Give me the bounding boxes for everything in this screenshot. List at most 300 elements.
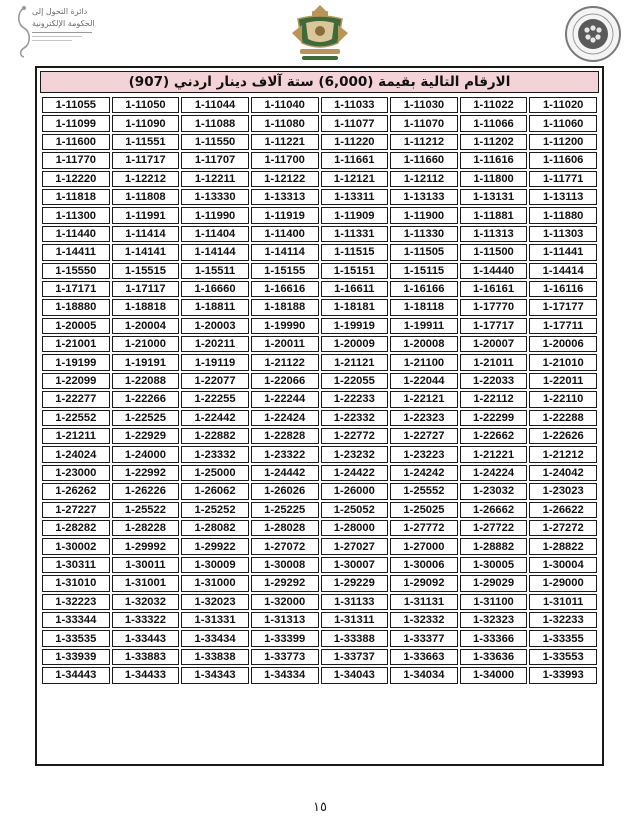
number-cell: 1-11606 <box>529 152 597 168</box>
number-cell: 1-11070 <box>390 115 458 131</box>
table-row <box>42 318 597 334</box>
table-row <box>42 226 597 242</box>
number-cell: 1-20211 <box>181 336 249 352</box>
number-cell: 1-22929 <box>112 428 180 444</box>
number-cell: 1-22277 <box>42 391 110 407</box>
number-cell: 1-33883 <box>112 649 180 665</box>
number-cell: 1-16660 <box>181 281 249 297</box>
number-cell: 1-11440 <box>42 226 110 242</box>
number-cell: 1-11707 <box>181 152 249 168</box>
number-cell: 1-15511 <box>181 263 249 279</box>
number-cell: 1-31010 <box>42 575 110 591</box>
number-cell: 1-33355 <box>529 630 597 646</box>
number-cell: 1-32000 <box>251 594 319 610</box>
number-cell: 1-12212 <box>112 171 180 187</box>
number-cell: 1-33366 <box>460 630 528 646</box>
table-row <box>42 263 597 279</box>
number-cell: 1-16616 <box>251 281 319 297</box>
number-cell: 1-11212 <box>390 134 458 150</box>
number-cell: 1-32223 <box>42 594 110 610</box>
table-row <box>42 502 597 518</box>
number-cell: 1-28822 <box>529 538 597 554</box>
table-row <box>42 446 597 462</box>
number-cell: 1-11660 <box>390 152 458 168</box>
number-cell: 1-11515 <box>321 244 389 260</box>
table-title-text: الارقام التالية بقيمة (6,000) ستة آلاف دينار اردني (907) <box>128 74 511 90</box>
number-cell: 1-25000 <box>181 465 249 481</box>
number-cell: 1-34043 <box>321 667 389 683</box>
number-cell: 1-11303 <box>529 226 597 242</box>
number-cell: 1-24042 <box>529 465 597 481</box>
number-cell: 1-34443 <box>42 667 110 683</box>
number-cell: 1-22044 <box>390 373 458 389</box>
number-cell: 1-33636 <box>460 649 528 665</box>
number-cell: 1-11991 <box>112 207 180 223</box>
number-cell: 1-11414 <box>112 226 180 242</box>
number-cell: 1-21122 <box>251 354 319 370</box>
number-cell: 1-21100 <box>390 354 458 370</box>
table-row <box>42 649 597 665</box>
number-cell: 1-13133 <box>390 189 458 205</box>
number-cell: 1-29229 <box>321 575 389 591</box>
number-cell: 1-11220 <box>321 134 389 150</box>
number-cell: 1-26062 <box>181 483 249 499</box>
number-cell: 1-22110 <box>529 391 597 407</box>
number-cell: 1-12220 <box>42 171 110 187</box>
number-cell: 1-22255 <box>181 391 249 407</box>
number-cell: 1-19119 <box>181 354 249 370</box>
number-cell: 1-14141 <box>112 244 180 260</box>
number-cell: 1-33344 <box>42 612 110 628</box>
number-cell: 1-11441 <box>529 244 597 260</box>
number-cell: 1-26226 <box>112 483 180 499</box>
table-row <box>42 189 597 205</box>
number-cell: 1-30009 <box>181 557 249 573</box>
number-cell: 1-30011 <box>112 557 180 573</box>
number-cell: 1-33939 <box>42 649 110 665</box>
table-row <box>42 410 597 426</box>
number-cell: 1-24442 <box>251 465 319 481</box>
number-cell: 1-11040 <box>251 97 319 113</box>
number-cell: 1-11400 <box>251 226 319 242</box>
table-title <box>40 71 599 93</box>
number-cell: 1-33434 <box>181 630 249 646</box>
number-cell: 1-11200 <box>529 134 597 150</box>
number-cell: 1-32332 <box>390 612 458 628</box>
egov-logo-line-2: الحكومة الإلكترونية <box>32 19 95 28</box>
number-cell: 1-33322 <box>112 612 180 628</box>
number-cell: 1-22055 <box>321 373 389 389</box>
number-cell: 1-22077 <box>181 373 249 389</box>
number-cell: 1-27027 <box>321 538 389 554</box>
number-cell: 1-29922 <box>181 538 249 554</box>
number-cell: 1-18118 <box>390 299 458 315</box>
number-cell: 1-26662 <box>460 502 528 518</box>
number-cell: 1-11050 <box>112 97 180 113</box>
number-cell: 1-22992 <box>112 465 180 481</box>
number-cell: 1-30004 <box>529 557 597 573</box>
number-cell: 1-11550 <box>181 134 249 150</box>
number-cell: 1-22442 <box>181 410 249 426</box>
ministry-seal-icon <box>562 4 624 64</box>
number-cell: 1-11030 <box>390 97 458 113</box>
number-cell: 1-15151 <box>321 263 389 279</box>
egov-logo-icon <box>14 4 98 62</box>
table-row <box>42 299 597 315</box>
number-cell: 1-11717 <box>112 152 180 168</box>
number-cell: 1-17717 <box>460 318 528 334</box>
number-cell: 1-18811 <box>181 299 249 315</box>
number-cell: 1-30005 <box>460 557 528 573</box>
page-number: ١٥ <box>313 800 327 815</box>
number-cell: 1-22088 <box>112 373 180 389</box>
number-cell: 1-25025 <box>390 502 458 518</box>
table-row <box>42 667 597 683</box>
number-cell: 1-31131 <box>390 594 458 610</box>
number-cell: 1-17117 <box>112 281 180 297</box>
number-cell: 1-32233 <box>529 612 597 628</box>
number-cell: 1-34334 <box>251 667 319 683</box>
number-cell: 1-28228 <box>112 520 180 536</box>
number-cell: 1-21010 <box>529 354 597 370</box>
number-cell: 1-27227 <box>42 502 110 518</box>
table-row <box>42 171 597 187</box>
number-cell: 1-11909 <box>321 207 389 223</box>
number-cell: 1-34433 <box>112 667 180 683</box>
number-cell: 1-11066 <box>460 115 528 131</box>
number-cell: 1-24242 <box>390 465 458 481</box>
number-cell: 1-15115 <box>390 263 458 279</box>
number-cell: 1-12211 <box>181 171 249 187</box>
number-cell: 1-33377 <box>390 630 458 646</box>
number-cell: 1-11661 <box>321 152 389 168</box>
number-cell: 1-33663 <box>390 649 458 665</box>
number-cell: 1-11044 <box>181 97 249 113</box>
number-cell: 1-14414 <box>529 263 597 279</box>
number-cell: 1-18181 <box>321 299 389 315</box>
number-cell: 1-31000 <box>181 575 249 591</box>
number-cell: 1-11990 <box>181 207 249 223</box>
number-cell: 1-33535 <box>42 630 110 646</box>
number-cell: 1-26622 <box>529 502 597 518</box>
number-cell: 1-16166 <box>390 281 458 297</box>
number-cell: 1-25552 <box>390 483 458 499</box>
number-cell: 1-26262 <box>42 483 110 499</box>
number-cell: 1-16161 <box>460 281 528 297</box>
number-cell: 1-25052 <box>321 502 389 518</box>
number-cell: 1-11033 <box>321 97 389 113</box>
number-cell: 1-23023 <box>529 483 597 499</box>
number-cell: 1-13113 <box>529 189 597 205</box>
number-cell: 1-31001 <box>112 575 180 591</box>
number-cell: 1-22323 <box>390 410 458 426</box>
number-cell: 1-14114 <box>251 244 319 260</box>
number-cell: 1-22727 <box>390 428 458 444</box>
number-cell: 1-33399 <box>251 630 319 646</box>
numbers-table-frame <box>35 66 604 766</box>
number-cell: 1-20011 <box>251 336 319 352</box>
table-row <box>42 354 597 370</box>
number-cell: 1-11771 <box>529 171 597 187</box>
number-cell: 1-11202 <box>460 134 528 150</box>
number-cell: 1-23322 <box>251 446 319 462</box>
number-cell: 1-31100 <box>460 594 528 610</box>
number-cell: 1-13131 <box>460 189 528 205</box>
number-cell: 1-20009 <box>321 336 389 352</box>
number-cell: 1-21121 <box>321 354 389 370</box>
table-row <box>42 336 597 352</box>
number-cell: 1-11800 <box>460 171 528 187</box>
table-row <box>42 630 597 646</box>
table-row <box>42 281 597 297</box>
number-cell: 1-20006 <box>529 336 597 352</box>
table-row <box>42 612 597 628</box>
number-cell: 1-12112 <box>390 171 458 187</box>
number-cell: 1-34343 <box>181 667 249 683</box>
number-cell: 1-22424 <box>251 410 319 426</box>
number-cell: 1-28882 <box>460 538 528 554</box>
number-cell: 1-33993 <box>529 667 597 683</box>
number-cell: 1-22288 <box>529 410 597 426</box>
number-cell: 1-24000 <box>112 446 180 462</box>
number-cell: 1-27272 <box>529 520 597 536</box>
number-cell: 1-32323 <box>460 612 528 628</box>
table-row <box>42 134 597 150</box>
number-cell: 1-33443 <box>112 630 180 646</box>
number-cell: 1-26000 <box>321 483 389 499</box>
number-cell: 1-11808 <box>112 189 180 205</box>
number-cell: 1-29092 <box>390 575 458 591</box>
number-cell: 1-11020 <box>529 97 597 113</box>
number-cell: 1-11700 <box>251 152 319 168</box>
numbers-table <box>40 95 599 686</box>
number-cell: 1-21212 <box>529 446 597 462</box>
number-cell: 1-30311 <box>42 557 110 573</box>
coat-of-arms-icon <box>288 3 352 63</box>
number-cell: 1-11090 <box>112 115 180 131</box>
number-cell: 1-21211 <box>42 428 110 444</box>
table-row <box>42 483 597 499</box>
number-cell: 1-11900 <box>390 207 458 223</box>
number-cell: 1-29029 <box>460 575 528 591</box>
table-row <box>42 391 597 407</box>
number-cell: 1-11088 <box>181 115 249 131</box>
table-row <box>42 465 597 481</box>
table-row <box>42 538 597 554</box>
number-cell: 1-11331 <box>321 226 389 242</box>
number-cell: 1-22244 <box>251 391 319 407</box>
number-cell: 1-33737 <box>321 649 389 665</box>
number-cell: 1-17711 <box>529 318 597 334</box>
number-cell: 1-33388 <box>321 630 389 646</box>
number-cell: 1-31311 <box>321 612 389 628</box>
number-cell: 1-27772 <box>390 520 458 536</box>
table-row <box>42 594 597 610</box>
number-cell: 1-19990 <box>251 318 319 334</box>
number-cell: 1-28000 <box>321 520 389 536</box>
number-cell: 1-22882 <box>181 428 249 444</box>
number-cell: 1-30007 <box>321 557 389 573</box>
table-row <box>42 373 597 389</box>
number-cell: 1-22233 <box>321 391 389 407</box>
number-cell: 1-28082 <box>181 520 249 536</box>
number-cell: 1-30008 <box>251 557 319 573</box>
number-cell: 1-21000 <box>112 336 180 352</box>
number-cell: 1-34000 <box>460 667 528 683</box>
number-cell: 1-13313 <box>251 189 319 205</box>
number-cell: 1-28282 <box>42 520 110 536</box>
egov-logo-line-1: دائرة التحول إلى <box>32 7 88 16</box>
number-cell: 1-11551 <box>112 134 180 150</box>
number-cell: 1-22662 <box>460 428 528 444</box>
number-cell: 1-11313 <box>460 226 528 242</box>
number-cell: 1-22112 <box>460 391 528 407</box>
number-cell: 1-22299 <box>460 410 528 426</box>
number-cell: 1-30006 <box>390 557 458 573</box>
number-cell: 1-21221 <box>460 446 528 462</box>
number-cell: 1-22033 <box>460 373 528 389</box>
number-cell: 1-22121 <box>390 391 458 407</box>
number-cell: 1-11404 <box>181 226 249 242</box>
number-cell: 1-22828 <box>251 428 319 444</box>
number-cell: 1-22332 <box>321 410 389 426</box>
number-cell: 1-24224 <box>460 465 528 481</box>
number-cell: 1-11022 <box>460 97 528 113</box>
number-cell: 1-32023 <box>181 594 249 610</box>
number-cell: 1-11600 <box>42 134 110 150</box>
number-cell: 1-22525 <box>112 410 180 426</box>
number-cell: 1-11500 <box>460 244 528 260</box>
number-cell: 1-23000 <box>42 465 110 481</box>
number-cell: 1-13311 <box>321 189 389 205</box>
number-cell: 1-31011 <box>529 594 597 610</box>
number-cell: 1-22552 <box>42 410 110 426</box>
number-cell: 1-24422 <box>321 465 389 481</box>
number-cell: 1-27722 <box>460 520 528 536</box>
table-row <box>42 207 597 223</box>
table-row <box>42 428 597 444</box>
number-cell: 1-24024 <box>42 446 110 462</box>
number-cell: 1-22099 <box>42 373 110 389</box>
number-cell: 1-19919 <box>321 318 389 334</box>
number-cell: 1-11881 <box>460 207 528 223</box>
table-row <box>42 97 597 113</box>
table-row <box>42 244 597 260</box>
table-row <box>42 520 597 536</box>
number-cell: 1-11099 <box>42 115 110 131</box>
number-cell: 1-28028 <box>251 520 319 536</box>
number-cell: 1-27072 <box>251 538 319 554</box>
number-cell: 1-14411 <box>42 244 110 260</box>
number-cell: 1-14440 <box>460 263 528 279</box>
number-cell: 1-23232 <box>321 446 389 462</box>
table-row <box>42 557 597 573</box>
number-cell: 1-33773 <box>251 649 319 665</box>
number-cell: 1-34034 <box>390 667 458 683</box>
number-cell: 1-11818 <box>42 189 110 205</box>
number-cell: 1-22011 <box>529 373 597 389</box>
egov-logo-text <box>32 6 98 41</box>
number-cell: 1-29992 <box>112 538 180 554</box>
number-cell: 1-26026 <box>251 483 319 499</box>
number-cell: 1-22772 <box>321 428 389 444</box>
number-cell: 1-20004 <box>112 318 180 334</box>
table-row <box>42 115 597 131</box>
number-cell: 1-11505 <box>390 244 458 260</box>
number-cell: 1-15550 <box>42 263 110 279</box>
number-cell: 1-11060 <box>529 115 597 131</box>
number-cell: 1-11616 <box>460 152 528 168</box>
number-cell: 1-22066 <box>251 373 319 389</box>
page-header <box>0 0 640 66</box>
number-cell: 1-31133 <box>321 594 389 610</box>
number-cell: 1-22626 <box>529 428 597 444</box>
number-cell: 1-30002 <box>42 538 110 554</box>
number-cell: 1-18880 <box>42 299 110 315</box>
number-cell: 1-11300 <box>42 207 110 223</box>
number-cell: 1-16611 <box>321 281 389 297</box>
number-cell: 1-25522 <box>112 502 180 518</box>
number-cell: 1-11055 <box>42 97 110 113</box>
number-cell: 1-17177 <box>529 299 597 315</box>
number-cell: 1-29000 <box>529 575 597 591</box>
number-cell: 1-11221 <box>251 134 319 150</box>
number-cell: 1-13330 <box>181 189 249 205</box>
number-cell: 1-33553 <box>529 649 597 665</box>
number-cell: 1-18818 <box>112 299 180 315</box>
number-cell: 1-14144 <box>181 244 249 260</box>
number-cell: 1-27000 <box>390 538 458 554</box>
number-cell: 1-23032 <box>460 483 528 499</box>
number-cell: 1-11330 <box>390 226 458 242</box>
number-cell: 1-20007 <box>460 336 528 352</box>
number-cell: 1-23223 <box>390 446 458 462</box>
table-row <box>42 575 597 591</box>
number-cell: 1-20003 <box>181 318 249 334</box>
number-cell: 1-25252 <box>181 502 249 518</box>
number-cell: 1-22266 <box>112 391 180 407</box>
number-cell: 1-20005 <box>42 318 110 334</box>
table-row <box>42 152 597 168</box>
number-cell: 1-15515 <box>112 263 180 279</box>
number-cell: 1-11919 <box>251 207 319 223</box>
number-cell: 1-21001 <box>42 336 110 352</box>
number-cell: 1-11077 <box>321 115 389 131</box>
number-cell: 1-23332 <box>181 446 249 462</box>
number-cell: 1-29292 <box>251 575 319 591</box>
number-cell: 1-19199 <box>42 354 110 370</box>
number-cell: 1-11880 <box>529 207 597 223</box>
number-cell: 1-12121 <box>321 171 389 187</box>
number-cell: 1-20008 <box>390 336 458 352</box>
number-cell: 1-12122 <box>251 171 319 187</box>
number-cell: 1-18188 <box>251 299 319 315</box>
number-cell: 1-21011 <box>460 354 528 370</box>
number-cell: 1-11770 <box>42 152 110 168</box>
number-cell: 1-25225 <box>251 502 319 518</box>
number-cell: 1-33838 <box>181 649 249 665</box>
number-cell: 1-32032 <box>112 594 180 610</box>
number-cell: 1-17171 <box>42 281 110 297</box>
number-cell: 1-31313 <box>251 612 319 628</box>
number-cell: 1-19911 <box>390 318 458 334</box>
number-cell: 1-11080 <box>251 115 319 131</box>
number-cell: 1-31331 <box>181 612 249 628</box>
number-cell: 1-16116 <box>529 281 597 297</box>
number-cell: 1-15155 <box>251 263 319 279</box>
number-cell: 1-17770 <box>460 299 528 315</box>
number-cell: 1-19191 <box>112 354 180 370</box>
